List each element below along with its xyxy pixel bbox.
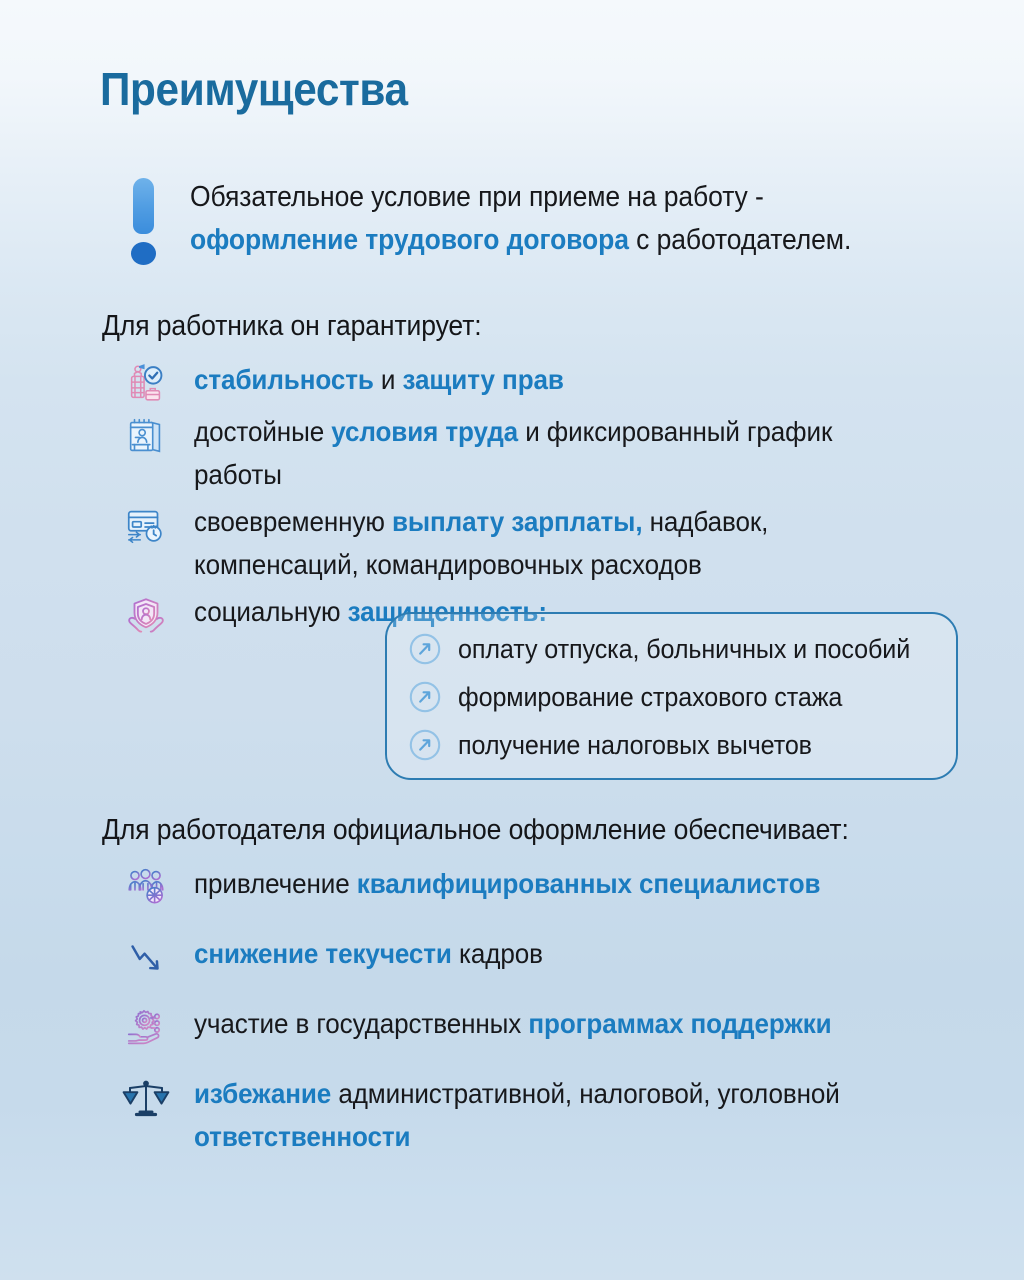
- text-part: квалифицированных специалистов: [356, 868, 821, 899]
- text-part: и фиксированный график работы: [194, 416, 833, 490]
- list-item-text: [194, 358, 923, 402]
- list-item: [118, 1002, 978, 1052]
- list-item: [118, 358, 978, 408]
- list-item-text: [194, 862, 923, 906]
- text-part: защиту прав: [402, 364, 564, 395]
- text-part: условия труда: [331, 416, 519, 447]
- text-part: привлечение: [194, 868, 357, 899]
- list-item-text: [194, 1072, 923, 1158]
- lead-line-2-tail: с работодателем.: [628, 224, 852, 257]
- text-part: надбавок, компенсаций, командировочных расходов: [194, 506, 769, 580]
- list-item-text: получение налоговых вычетов: [458, 729, 812, 760]
- arrow-up-right-circle-icon: [405, 629, 445, 669]
- arrow-up-right-circle-icon: [405, 725, 445, 765]
- social-shield-hands-icon: [118, 592, 174, 640]
- list-item: [405, 673, 956, 721]
- employer-benefits-list: [118, 862, 978, 1178]
- list-item: [118, 1072, 978, 1158]
- arrow-up-right-circle-icon: [405, 677, 445, 717]
- hand-gear-support-icon: [118, 1004, 174, 1052]
- list-item-text: [194, 932, 923, 976]
- lead-highlight: оформление трудового договора: [190, 224, 629, 257]
- list-item-text: оплату отпуска, больничных и пособий: [458, 633, 911, 664]
- worker-section-heading: Для работника он гарантирует:: [102, 310, 482, 342]
- list-item: [118, 410, 978, 496]
- list-item: [118, 862, 978, 912]
- text-part: социальную: [194, 596, 348, 628]
- text-part: и: [373, 364, 403, 395]
- text-part: выплату зарплаты,: [391, 506, 643, 538]
- workplace-calendar-icon: [118, 412, 174, 460]
- list-item: [405, 625, 956, 673]
- list-item-text: формирование страхового стажа: [458, 681, 843, 712]
- declining-arrow-icon: [118, 934, 174, 982]
- list-item-text: [194, 410, 923, 496]
- list-item: [118, 500, 978, 586]
- page-title: Преимущества: [100, 63, 408, 115]
- text-part: кадров: [451, 938, 543, 969]
- text-part: административной, налоговой, уголовной: [331, 1078, 840, 1109]
- text-part: защищенность:: [347, 596, 547, 628]
- text-part: достойные: [194, 416, 332, 447]
- payment-card-timer-icon: [118, 502, 174, 550]
- list-item: [405, 721, 956, 769]
- text-part: программах поддержки: [528, 1008, 832, 1039]
- list-item-text: [194, 500, 923, 586]
- lead-text: [190, 176, 904, 263]
- text-part: участие в государственных: [194, 1008, 529, 1039]
- lead-callout: [128, 176, 958, 272]
- text-part: избежание: [194, 1078, 332, 1109]
- worker-benefits-list: [118, 358, 978, 644]
- employee-verified-icon: [118, 360, 174, 408]
- lead-line-1: Обязательное условие при приеме на работу -: [190, 181, 764, 213]
- text-part: снижение текучести: [194, 938, 452, 969]
- list-item: [118, 932, 978, 982]
- exclamation-mark-icon: [128, 176, 162, 272]
- social-protection-callout-box: [385, 612, 958, 780]
- group-of-people-icon: [118, 864, 174, 912]
- text-part: своевременную: [194, 506, 392, 538]
- text-part: ответственности: [194, 1120, 411, 1152]
- employer-section-heading: Для работодателя официальное оформление обеспечивает:: [102, 814, 849, 846]
- text-part: стабильность: [194, 364, 374, 395]
- justice-scales-icon: [118, 1074, 174, 1122]
- list-item-text: [194, 1002, 923, 1046]
